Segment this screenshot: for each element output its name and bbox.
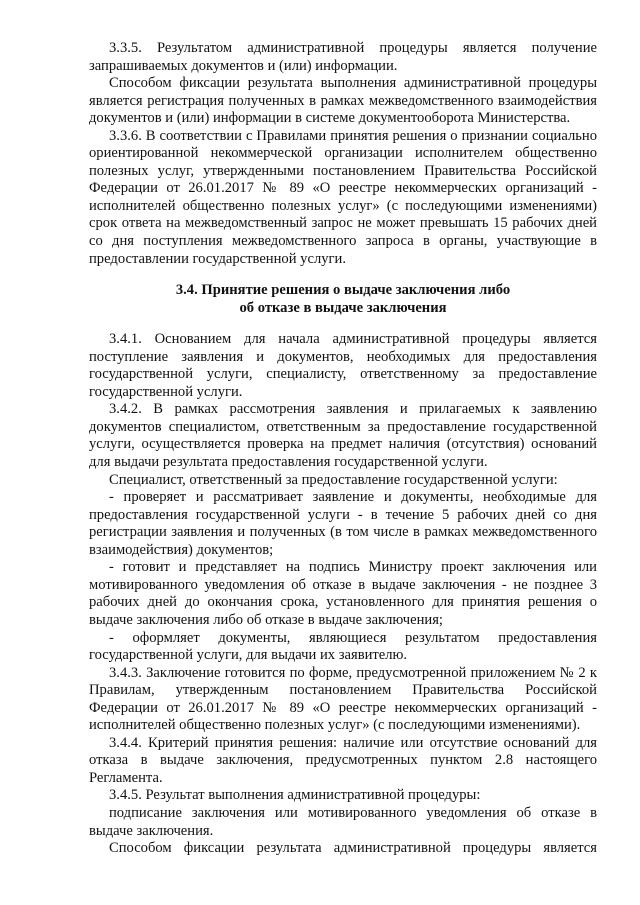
list-item-issue: - оформляет документы, являющиеся результатом предоставления государственной услуги, для выдачи их заявителю. bbox=[89, 629, 597, 664]
section-heading-3-4 bbox=[89, 282, 597, 317]
paragraph-3-4-2: 3.4.2. В рамках рассмотрения заявления и прилагаемых к заявлению документов специалистом, ответственным за предоставление государственной услуги, осуществляется проверка на предмет наличия (отсутствия) оснований для выдачи результата предоставления государственной услуги. bbox=[89, 401, 597, 471]
paragraph-3-3-5: 3.3.5. Результатом административной процедуры является получение запрашиваемых документов и (или) информации. bbox=[89, 40, 597, 74]
section-heading-line-1: 3.4. Принятие решения о выдаче заключения либо bbox=[175, 282, 511, 299]
document-page bbox=[89, 40, 597, 858]
paragraph-3-3-6: 3.3.6. В соответствии с Правилами принятия решения о признании социально ориентированной некоммерческой организации исполнителем общественно полезных услуг, утвержденными постановлением Правительства Российской Федерации от 26.01.2017 № 89 «О реестре некоммерческих организаций - исполнителей общественно полезных услуг» (с последующими изменениями) срок ответа на межведомственный запрос не может превышать 15 рабочих дней со дня поступления межведомственного запроса в органы, участвующие в предоставлении государственной услуги. bbox=[89, 127, 597, 267]
paragraph-3-4-3: 3.4.3. Заключение готовится по форме, предусмотренной приложением № 2 к Правилам, утвержденным постановлением Правительства Российской Федерации от 26.01.2017 № 89 «О реестре некоммерческих организаций - исполнителей общественно полезных услуг» (с последующими изменениями). bbox=[89, 664, 597, 734]
list-item-prepare: - готовит и представляет на подпись Министру проект заключения или мотивированного уведомления об отказе в выдаче заключения - не позднее 3 рабочих дней до окончания срока, установленного для принятия решения о выдаче заключения либо об отказе в выдаче заключения; bbox=[89, 559, 597, 628]
paragraph-3-4-4: 3.4.4. Критерий принятия решения: наличие или отсутствие оснований для отказа в выдаче заключения, предусмотренных пунктом 2.8 настоящего Регламента. bbox=[89, 734, 597, 786]
paragraph-3-3-5-fixation: Способом фиксации результата выполнения административной процедуры является регистрация полученных в рамках межведомственного взаимодействия документов и (или) информации в системе документооборота Министерства. bbox=[89, 75, 597, 127]
paragraph-specialist-intro: Специалист, ответственный за предоставление государственной услуги: bbox=[109, 471, 558, 488]
paragraph-fixation-method: Способом фиксации результата административной процедуры является bbox=[109, 840, 597, 857]
paragraph-3-4-5: 3.4.5. Результат выполнения административной процедуры: bbox=[109, 787, 481, 804]
paragraph-3-4-1: 3.4.1. Основанием для начала административной процедуры является поступление заявления и документов, необходимых для предоставления государственной услуги, специалисту, ответственному за предоставление государственной услуги. bbox=[89, 331, 597, 400]
section-heading-line-2: об отказе в выдаче заключения bbox=[239, 299, 447, 316]
paragraph-result-signing: подписание заключения или мотивированного уведомления об отказе в выдаче заключения. bbox=[89, 804, 597, 839]
list-item-review: - проверяет и рассматривает заявление и документы, необходимые для предоставления государственной услуги - в течение 5 рабочих дней со дня регистрации заявления и полученных (в том числе в рамках межведомственного взаимодействия) документов; bbox=[89, 489, 597, 558]
